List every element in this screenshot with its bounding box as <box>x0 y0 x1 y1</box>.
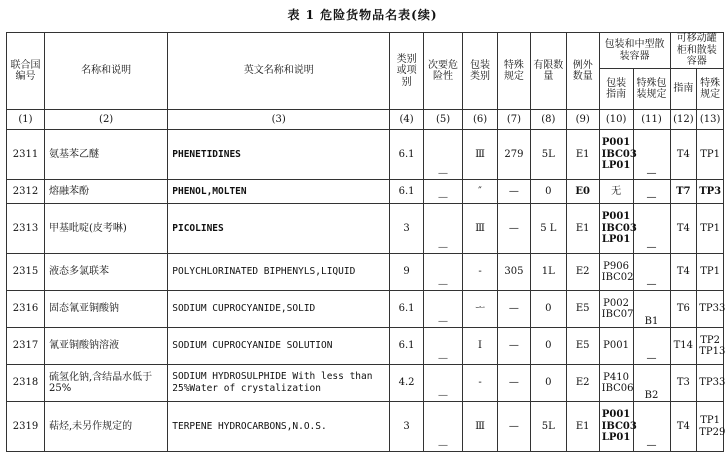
special-provisions-cell <box>497 402 530 452</box>
excepted-quantity-value: E0 <box>575 185 590 197</box>
english-name-cell <box>168 254 390 291</box>
special-provisions-value: — <box>508 377 519 389</box>
limited-quantity-value: 1L <box>541 266 555 278</box>
un-number: 2317 <box>12 340 39 352</box>
class-value: 4.2 <box>398 377 415 389</box>
tank-special-code: TP33 <box>699 303 725 315</box>
excepted-quantity-value: E1 <box>575 420 590 432</box>
special-packing-cell <box>633 291 670 328</box>
limited-quantity-cell <box>530 254 566 291</box>
table-row <box>7 204 724 254</box>
subsidiary-risk-value: — <box>438 278 449 290</box>
limited-quantity-cell <box>530 180 566 204</box>
subsidiary-risk-cell <box>424 254 463 291</box>
special-packing-value: — <box>646 278 657 290</box>
column-number: (9) <box>566 110 599 130</box>
chinese-name: 甲基吡啶(皮考啉) <box>49 222 127 234</box>
tank-instruction-cell <box>670 180 697 204</box>
column-number: (6) <box>463 110 498 130</box>
english-name-cell <box>168 130 390 180</box>
un-number-cell <box>7 204 45 254</box>
class-cell <box>390 180 424 204</box>
excepted-quantity-value: E5 <box>575 340 590 352</box>
header-limited-quantity: 有限数量 <box>530 33 566 110</box>
header-packing-instruction: 包装指南 <box>599 69 633 110</box>
special-packing-cell <box>633 365 670 402</box>
subsidiary-risk-cell <box>424 365 463 402</box>
header-packing-group: 包装类别 <box>463 33 498 110</box>
header-english-name: 英文名称和说明 <box>168 33 390 110</box>
column-number: (8) <box>530 110 566 130</box>
tank-instruction-cell <box>670 291 697 328</box>
limited-quantity-cell <box>530 328 566 365</box>
tank-special-code: TP13 <box>699 346 725 357</box>
english-name: PHENETIDINES <box>172 148 241 160</box>
packing-group-cell <box>463 180 498 204</box>
special-packing-cell <box>633 402 670 452</box>
limited-quantity-value: 5L <box>541 420 555 432</box>
subsidiary-risk-value: — <box>438 352 449 364</box>
special-provisions-value: 305 <box>504 266 524 278</box>
packing-instruction-cell <box>599 204 637 254</box>
tank-special-code: TP1 <box>700 148 720 160</box>
subsidiary-risk-value: — <box>438 191 449 203</box>
class-cell <box>390 365 424 402</box>
chinese-name-cell <box>45 130 168 180</box>
subsidiary-risk-value: — <box>438 167 449 179</box>
special-provisions-cell <box>497 328 530 365</box>
class-cell <box>390 204 424 254</box>
special-provisions-value: — <box>508 340 519 352</box>
tank-special-cell <box>697 180 724 204</box>
un-number-cell <box>7 402 45 452</box>
packing-group-cell <box>463 402 498 452</box>
packing-instruction-code: IBC02 <box>601 272 634 283</box>
english-name: POLYCHLORINATED BIPHENYLS,LIQUID <box>172 266 356 278</box>
special-packing-value: B1 <box>644 315 659 327</box>
class-value: 6.1 <box>398 185 415 197</box>
chinese-name: 熔融苯酚 <box>49 185 89 197</box>
tank-instruction-cell <box>670 402 697 452</box>
chinese-name-cell <box>45 365 168 402</box>
table-row <box>7 328 724 365</box>
excepted-quantity-value: E2 <box>575 377 590 389</box>
packing-instruction-cell <box>599 291 633 328</box>
tank-instruction-value: T14 <box>673 340 694 352</box>
excepted-quantity-value: E1 <box>575 222 590 234</box>
chinese-name-cell <box>45 180 168 204</box>
excepted-quantity-cell <box>566 254 599 291</box>
tank-instruction-value: T4 <box>676 148 690 160</box>
special-provisions-cell <box>497 180 530 204</box>
chinese-name-cell <box>45 204 168 254</box>
column-number: (3) <box>168 110 390 130</box>
excepted-quantity-cell <box>566 204 599 254</box>
header-excepted-quantity: 例外数量 <box>566 33 599 110</box>
column-number: (10) <box>599 110 633 130</box>
un-number: 2318 <box>12 377 39 389</box>
header-portable-tank: 可移动罐柜和散装容器 <box>670 33 724 69</box>
subsidiary-risk-value: — <box>438 241 449 253</box>
special-provisions-value: 279 <box>504 148 524 160</box>
excepted-quantity-cell <box>566 328 599 365</box>
class-cell <box>390 402 424 452</box>
packing-instruction-cell <box>599 180 633 204</box>
tank-special-cell <box>697 365 724 402</box>
subsidiary-risk-cell <box>424 130 463 180</box>
english-name: SODIUM CUPROCYANIDE SOLUTION <box>172 340 333 352</box>
tank-instruction-cell <box>670 254 697 291</box>
tank-instruction-value: T6 <box>676 303 690 315</box>
tank-special-cell <box>697 130 724 180</box>
packing-group-cell <box>463 130 498 180</box>
class-cell <box>390 254 424 291</box>
class-cell <box>390 291 424 328</box>
excepted-quantity-cell <box>566 180 599 204</box>
un-number-cell <box>7 291 45 328</box>
excepted-quantity-cell <box>566 402 599 452</box>
packing-group-value: Ⅲ <box>475 148 485 160</box>
class-value: 6.1 <box>398 148 415 160</box>
subsidiary-risk-cell <box>424 204 463 254</box>
table-body <box>7 130 724 452</box>
special-packing-value: — <box>646 167 657 179</box>
un-number: 2315 <box>12 266 39 278</box>
limited-quantity-value: 0 <box>545 377 552 389</box>
packing-group-value: ″ <box>478 185 482 197</box>
table-title: 表 1 危险货物品名表(续) <box>287 8 438 22</box>
tank-instruction-cell <box>670 204 697 254</box>
limited-quantity-value: 5 L <box>540 222 557 234</box>
special-provisions-value: — <box>508 222 519 234</box>
un-number: 2319 <box>12 420 39 432</box>
class-value: 9 <box>403 266 410 278</box>
limited-quantity-cell <box>530 365 566 402</box>
tank-special-cell <box>697 402 724 452</box>
english-name-cell <box>168 291 390 328</box>
tank-instruction-value: T4 <box>676 266 690 278</box>
class-value: 3 <box>403 222 410 234</box>
special-provisions-cell <box>497 365 530 402</box>
tank-special-code: TP33 <box>699 377 725 389</box>
un-number: 2311 <box>12 148 39 160</box>
subsidiary-risk-cell <box>424 402 463 452</box>
limited-quantity-cell <box>530 291 566 328</box>
un-number-cell <box>7 180 45 204</box>
excepted-quantity-value: E1 <box>575 148 590 160</box>
tank-special-cell <box>697 204 724 254</box>
english-name: PICOLINES <box>172 222 224 234</box>
header-tank-instruction: 指南 <box>670 69 697 110</box>
tank-instruction-cell <box>670 130 697 180</box>
tank-special-cell <box>697 328 724 365</box>
column-number: (7) <box>497 110 530 130</box>
header-un-no: 联合国编号 <box>7 33 45 110</box>
un-number-cell <box>7 254 45 291</box>
un-number: 2313 <box>12 222 39 234</box>
chinese-name: 液态多氯联苯 <box>49 266 109 278</box>
special-provisions-cell <box>497 254 530 291</box>
limited-quantity-value: 0 <box>545 340 552 352</box>
packing-instruction-cell <box>599 365 633 402</box>
english-name: TERPENE HYDROCARBONS,N.O.S. <box>172 420 327 432</box>
class-cell <box>390 328 424 365</box>
header-name: 名称和说明 <box>45 33 168 110</box>
tank-special-code: TP1 <box>700 266 720 278</box>
limited-quantity-value: 5L <box>541 148 555 160</box>
limited-quantity-cell <box>530 130 566 180</box>
packing-group-cell <box>463 365 498 402</box>
subsidiary-risk-cell <box>424 328 463 365</box>
class-value: 6.1 <box>398 340 415 352</box>
tank-instruction-cell <box>670 328 697 365</box>
un-number-cell <box>7 365 45 402</box>
packing-instruction-code: P001 <box>601 409 631 421</box>
class-value: 3 <box>403 420 410 432</box>
packing-group-value: Ⅲ <box>475 222 485 234</box>
class-value: 6.1 <box>398 303 415 315</box>
english-name-cell <box>168 402 390 452</box>
limited-quantity-value: 0 <box>545 303 552 315</box>
packing-instruction-code: IBC03 <box>601 222 637 234</box>
packing-group-value: Ⅲ <box>475 420 485 432</box>
english-name-cell <box>168 328 390 365</box>
tank-special-code: TP1 <box>700 222 720 234</box>
special-packing-cell <box>633 130 670 180</box>
special-packing-value: — <box>646 352 657 364</box>
limited-quantity-cell <box>530 402 566 452</box>
english-name-cell <box>168 204 390 254</box>
packing-instruction-cell <box>599 402 637 452</box>
column-number: (4) <box>390 110 424 130</box>
table-row <box>7 291 724 328</box>
header-special-packing: 特殊包装规定 <box>633 69 670 110</box>
table-row <box>7 180 724 204</box>
packing-instruction-code: P410 <box>603 371 629 383</box>
header-special-provisions: 特殊规定 <box>497 33 530 110</box>
class-cell <box>390 130 424 180</box>
packing-instruction-code: P906 <box>603 260 629 272</box>
english-name: SODIUM HYDROSULPHIDE With less than 25%Water of crystalization <box>172 371 373 394</box>
special-packing-cell <box>633 204 670 254</box>
packing-instruction-code: IBC06 <box>601 383 634 394</box>
subsidiary-risk-cell <box>424 180 463 204</box>
excepted-quantity-value: E2 <box>575 266 590 278</box>
excepted-quantity-cell <box>566 365 599 402</box>
column-number: (12) <box>670 110 697 130</box>
limited-quantity-value: 0 <box>545 185 552 197</box>
excepted-quantity-cell <box>566 130 599 180</box>
packing-group-value: ᅩ <box>475 303 485 315</box>
english-name-cell <box>168 180 390 204</box>
header-tank-special: 特殊规定 <box>697 69 724 110</box>
packing-group-value: I <box>478 340 482 352</box>
header-subsidiary-risk: 次要危险性 <box>424 33 463 110</box>
column-number-row <box>7 110 724 130</box>
chinese-name: 硫氢化钠,含结晶水低于25% <box>49 371 153 394</box>
table-row <box>7 130 724 180</box>
subsidiary-risk-value: — <box>438 439 449 451</box>
packing-group-value: - <box>478 266 482 278</box>
special-packing-value: — <box>646 241 657 253</box>
packing-instruction-code: IBC03 <box>601 420 637 432</box>
excepted-quantity-cell <box>566 291 599 328</box>
packing-instruction-code: IBC03 <box>601 148 637 160</box>
un-number-cell <box>7 130 45 180</box>
column-number: (2) <box>45 110 168 130</box>
chinese-name-cell <box>45 402 168 452</box>
packing-group-cell <box>463 254 498 291</box>
special-provisions-cell <box>497 130 530 180</box>
dangerous-goods-table <box>6 32 724 452</box>
packing-instruction-code: P001 <box>601 137 631 149</box>
tank-special-cell <box>697 254 724 291</box>
table-row <box>7 254 724 291</box>
packing-group-cell <box>463 291 498 328</box>
table-row <box>7 365 724 402</box>
packing-instruction-cell <box>599 254 633 291</box>
limited-quantity-cell <box>530 204 566 254</box>
subsidiary-risk-value: — <box>438 315 449 327</box>
chinese-name: 萜烃,未另作规定的 <box>49 420 133 432</box>
packing-instruction-cell <box>599 328 633 365</box>
packing-instruction-cell <box>599 130 637 180</box>
special-packing-value: B2 <box>644 389 659 401</box>
packing-instruction-code: P002 <box>603 297 629 309</box>
special-packing-cell <box>633 328 670 365</box>
excepted-quantity-value: E5 <box>575 303 590 315</box>
tank-instruction-value: T3 <box>676 377 690 389</box>
english-name-cell <box>168 365 390 402</box>
packing-group-value: - <box>478 377 482 389</box>
chinese-name: 固态氰亚铜酸钠 <box>49 303 119 315</box>
packing-group-cell <box>463 204 498 254</box>
packing-instruction-code: IBC07 <box>601 309 634 320</box>
tank-instruction-value: T4 <box>676 420 690 432</box>
special-packing-cell <box>633 254 670 291</box>
un-number: 2312 <box>12 185 39 197</box>
packing-instruction-code: LP01 <box>601 432 631 444</box>
column-number: (1) <box>7 110 45 130</box>
header-class: 类别或项别 <box>390 33 424 110</box>
packing-instruction-code: P001 <box>601 211 631 223</box>
special-provisions-value: — <box>508 303 519 315</box>
tank-special-code: TP29 <box>699 426 725 438</box>
header-packaging-ibc: 包装和中型散装容器 <box>599 33 670 69</box>
special-packing-value: — <box>646 191 657 203</box>
chinese-name-cell <box>45 328 168 365</box>
packing-instruction-code: LP01 <box>601 234 631 246</box>
chinese-name: 氨基苯乙醚 <box>49 148 99 160</box>
special-packing-value: — <box>646 439 657 451</box>
column-number: (5) <box>424 110 463 130</box>
tank-special-code: TP1 <box>700 415 720 426</box>
subsidiary-risk-cell <box>424 291 463 328</box>
english-name: SODIUM CUPROCYANIDE,SOLID <box>172 303 316 315</box>
special-provisions-value: — <box>508 420 519 432</box>
chinese-name-cell <box>45 254 168 291</box>
english-name: PHENOL,MOLTEN <box>172 185 247 197</box>
chinese-name: 氰亚铜酸钠溶液 <box>49 340 119 352</box>
special-provisions-cell <box>497 291 530 328</box>
tank-special-code: TP3 <box>699 185 722 197</box>
tank-instruction-value: T4 <box>676 222 690 234</box>
special-provisions-value: — <box>508 185 519 197</box>
packing-group-cell <box>463 328 498 365</box>
tank-instruction-value: T7 <box>676 185 691 197</box>
un-number: 2316 <box>12 303 39 315</box>
packing-instruction-code: P001 <box>603 340 629 352</box>
tank-special-code: TP2 <box>700 334 720 346</box>
column-number: (11) <box>633 110 670 130</box>
table-row <box>7 402 724 452</box>
special-provisions-cell <box>497 204 530 254</box>
tank-instruction-cell <box>670 365 697 402</box>
packing-instruction-code: LP01 <box>601 160 631 172</box>
packing-instruction-code: 无 <box>611 185 622 197</box>
un-number-cell <box>7 328 45 365</box>
chinese-name-cell <box>45 291 168 328</box>
special-packing-cell <box>633 180 670 204</box>
subsidiary-risk-value: — <box>438 389 449 401</box>
tank-special-cell <box>697 291 724 328</box>
column-number: (13) <box>697 110 724 130</box>
